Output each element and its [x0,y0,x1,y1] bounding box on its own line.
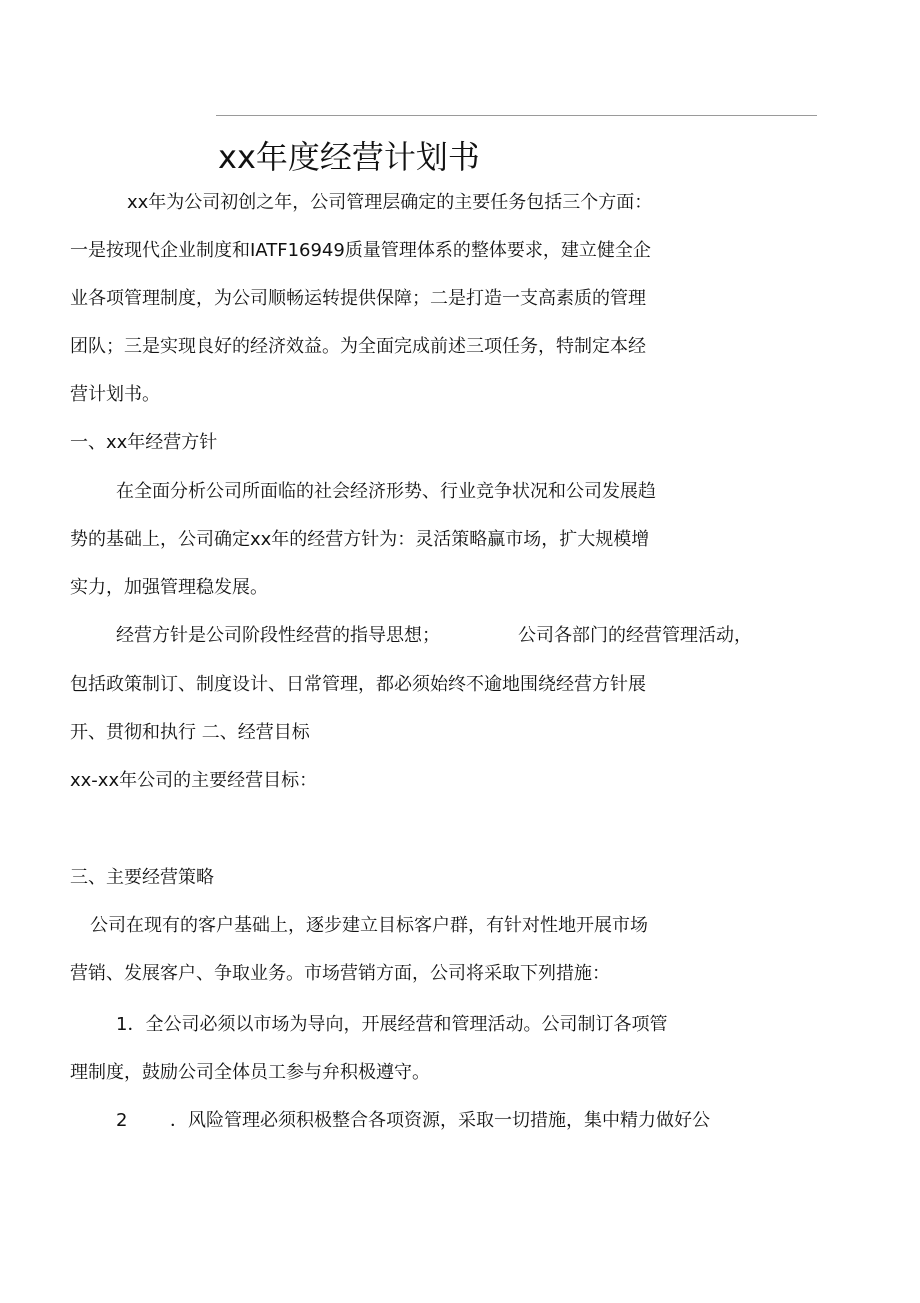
section3-para-line-1: 公司在现有的客户基础上，逐步建立目标客户群，有针对性地开展市场 [90,915,648,936]
section1-para2-line-2: 包括政策制订、制度设计、日常管理，都必须始终不逾地围绕经营方针展 [70,674,646,695]
header-rule [216,115,817,116]
document-title: xx年度经营计划书 [218,138,480,176]
section2-targets-line: xx-xx年公司的主要经营目标： [70,770,318,791]
intro-line-2: 一是按现代企业制度和IATF16949质量管理体系的整体要求，建立健全企 [70,240,651,261]
section1-para2-line-3: 开、贯彻和执行 二、经营目标 [70,722,310,743]
section3-heading: 三、主要经营策略 [70,867,214,888]
intro-line-5: 营计划书。 [70,384,160,405]
intro-line-4: 团队；三是实现良好的经济效益。为全面完成前述三项任务，特制定本经 [70,336,646,357]
section3-para-line-2: 营销、发展客户、争取业务。市场营销方面，公司将采取下列措施： [70,963,610,984]
section3-item1-line-2: 理制度，鼓励公司全体员工参与弁积极遵守。 [70,1062,430,1083]
section1-para1-line-2: 势的基础上，公司确定xx年的经营方针为：灵活策略赢市场，扩大规模增 [70,529,650,550]
section3-item2-number: 2 [116,1110,128,1131]
section3-item1-line-1: 1．全公司必须以市场为导向，开展经营和管理活动。公司制订各项管 [116,1014,668,1035]
intro-line-1: xx年为公司初创之年，公司管理层确定的主要任务包括三个方面： [127,192,653,213]
section1-para1-line-1: 在全面分析公司所面临的社会经济形势、行业竞争状况和公司发展趋 [116,481,656,502]
section1-para1-line-3: 实力，加强管理稳发展。 [70,577,268,598]
intro-line-3: 业各项管理制度，为公司顺畅运转提供保障；二是打造一支高素质的管理 [70,288,646,309]
section1-para2-start: 经营方针是公司阶段性经营的指导思想； [116,625,440,646]
section1-heading: 一、xx年经营方针 [70,432,218,453]
section3-item2-text: ．风险管理必须积极整合各项资源，采取一切措施，集中精力做好公 [170,1110,710,1131]
section1-para2-cont: 公司各部门的经营管理活动， [518,625,752,646]
